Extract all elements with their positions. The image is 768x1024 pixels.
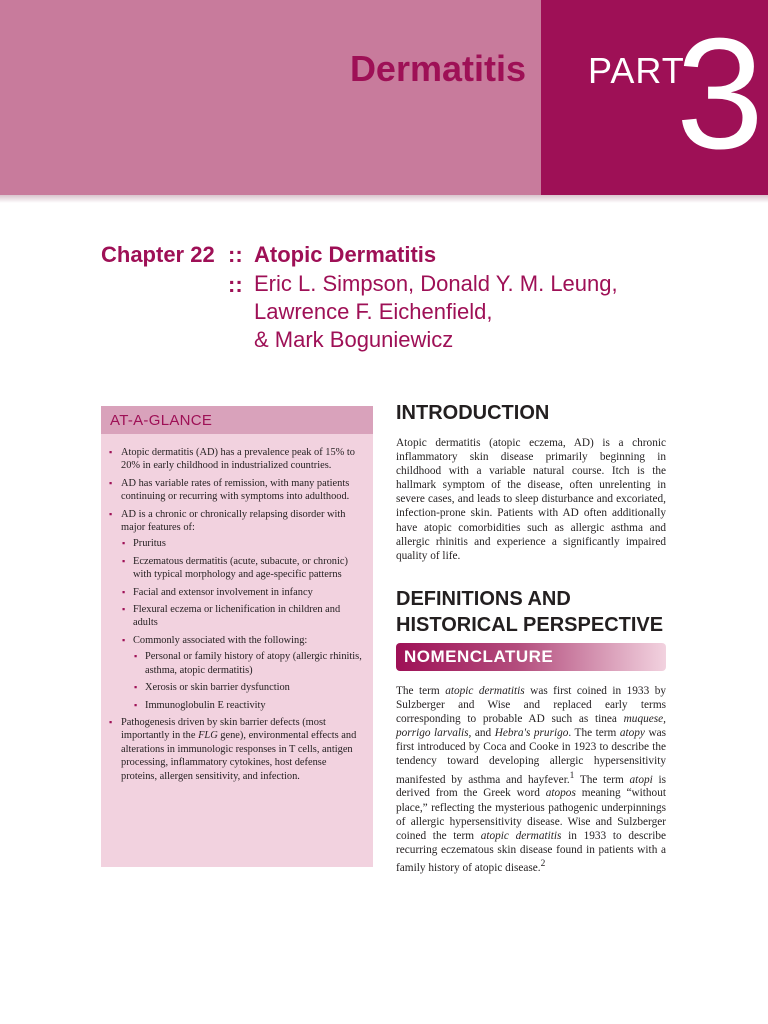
chapter-title: Atopic Dermatitis [254, 242, 437, 267]
at-a-glance-list [109, 446, 365, 787]
author-line: & Mark Boguniewicz [254, 327, 454, 352]
glance-subsubitem: ▪ Personal or family history of atopy (allergic rhinitis, asthma, atopic dermatitis) [133, 650, 365, 677]
italic-term: muquese, porrigo larvalis, [396, 713, 666, 740]
introduction-section [396, 436, 666, 563]
text-run: was first introduced by Coca and Cooke in 1923 to describe the tendency toward developing allergic hypersensitivity manifested by asthma and hayfever. [396, 727, 667, 786]
text-run: and [471, 727, 495, 740]
text-run: . The term [568, 727, 620, 740]
chapter-label: Chapter 22 [101, 242, 215, 267]
glance-text: gene), environmental effects and alterations in immunologic responses in T cells, antigen processing, inflammatory cytokines, host defense proteins, allergen sensitivity, and infection. [121, 730, 357, 782]
text-run: meaning “without place,” reflecting the mysterious pathogenic underpinnings of allergic hypersensitivity disease. Wise and Sulzberger coined the term [396, 787, 666, 842]
text-run: The term [574, 773, 630, 786]
gene-name: FLG [198, 730, 218, 742]
italic-term: atopi [629, 773, 653, 786]
italic-term: atopy [619, 727, 645, 740]
glance-subsublist [133, 650, 365, 712]
italic-term: atopic dermatitis [480, 829, 562, 842]
part-number: 3 [676, 6, 764, 182]
chapter-separator: :: [228, 242, 243, 267]
glance-item: ▪ AD has variable rates of remission, with many patients continuing or recurring with symptoms into adulthood. [109, 477, 365, 504]
banner-shadow [0, 195, 768, 203]
text-run: The term [396, 685, 446, 697]
at-a-glance-box [101, 406, 373, 867]
reference-marker: 2 [540, 858, 546, 869]
glance-item [109, 716, 365, 783]
glance-subitem: ▪ Eczematous dermatitis (acute, subacute, or chronic) with typical morphology and age-specific patterns [121, 555, 365, 582]
glance-subitem-text: Commonly associated with the following: [133, 634, 308, 646]
text-run: is derived from the Greek word [396, 773, 666, 800]
glance-item [109, 508, 365, 712]
nomenclature-paragraph [396, 684, 666, 875]
glance-item-text: AD is a chronic or chronically relapsing disorder with major features of: [121, 508, 346, 534]
italic-term: atopic dermatitis [445, 685, 525, 697]
heading-line: DEFINITIONS AND [396, 588, 571, 610]
italic-term: atopos [545, 787, 576, 800]
glance-item: ▪ Atopic dermatitis (AD) has a prevalence peak of 15% to 20% in early childhood in industrialized countries. [109, 446, 365, 473]
glance-subsubitem: ▪ Xerosis or skin barrier dysfunction [133, 681, 365, 694]
author-line: Lawrence F. Eichenfield, [254, 299, 493, 324]
glance-subitem: ▪ Facial and extensor involvement in infancy [121, 586, 365, 599]
at-a-glance-header [101, 406, 373, 434]
glance-subitem [121, 634, 365, 712]
chapter-authors [254, 270, 618, 354]
italic-term: Hebra's prurigo [494, 727, 569, 740]
introduction-paragraph: Atopic dermatitis (atopic eczema, AD) is a chronic inflammatory skin disease primarily beginning in childhood with a variable natural course. Itch is the hallmark symptom of the disease, often unrelenting in severe cases, and leads to sleep disturbance and excoriated, infection-prone skin. Patients with AD often additionally have atopic comorbidities such as allergic asthma and allergic rhinitis and experience a significantly impaired quality of life. [396, 437, 666, 562]
nomenclature-section [396, 684, 666, 875]
reference-marker: 1 [569, 770, 575, 781]
at-a-glance-title: AT-A-GLANCE [110, 412, 213, 429]
definitions-heading [396, 586, 663, 638]
authors-separator: :: [228, 272, 243, 297]
heading-line: HISTORICAL PERSPECTIVE [396, 614, 664, 636]
author-line: Eric L. Simpson, Donald Y. M. Leung, [254, 271, 618, 296]
nomenclature-heading: NOMENCLATURE [404, 647, 554, 666]
part-title: Dermatitis [349, 48, 526, 89]
glance-sublist [121, 537, 365, 711]
part-label: PART [588, 50, 685, 91]
text-run: was first coined in 1933 by Sulzberger and Wise and replaced early terms corresponding to probable AD such as tinea [396, 685, 666, 726]
glance-subsubitem: ▪ Immunoglobulin E reactivity [133, 699, 365, 712]
glance-subitem: ▪ Flexural eczema or lichenification in children and adults [121, 603, 365, 630]
glance-text: Pathogenesis driven by skin barrier defects (most importantly in the [121, 716, 326, 742]
nomenclature-bar [396, 643, 666, 671]
text-run: in 1933 to describe recurring eczematous skin disease found in patients with a family history of atopic disease. [396, 829, 666, 874]
introduction-heading: INTRODUCTION [396, 402, 550, 424]
glance-subitem: ▪ Pruritus [121, 537, 365, 550]
